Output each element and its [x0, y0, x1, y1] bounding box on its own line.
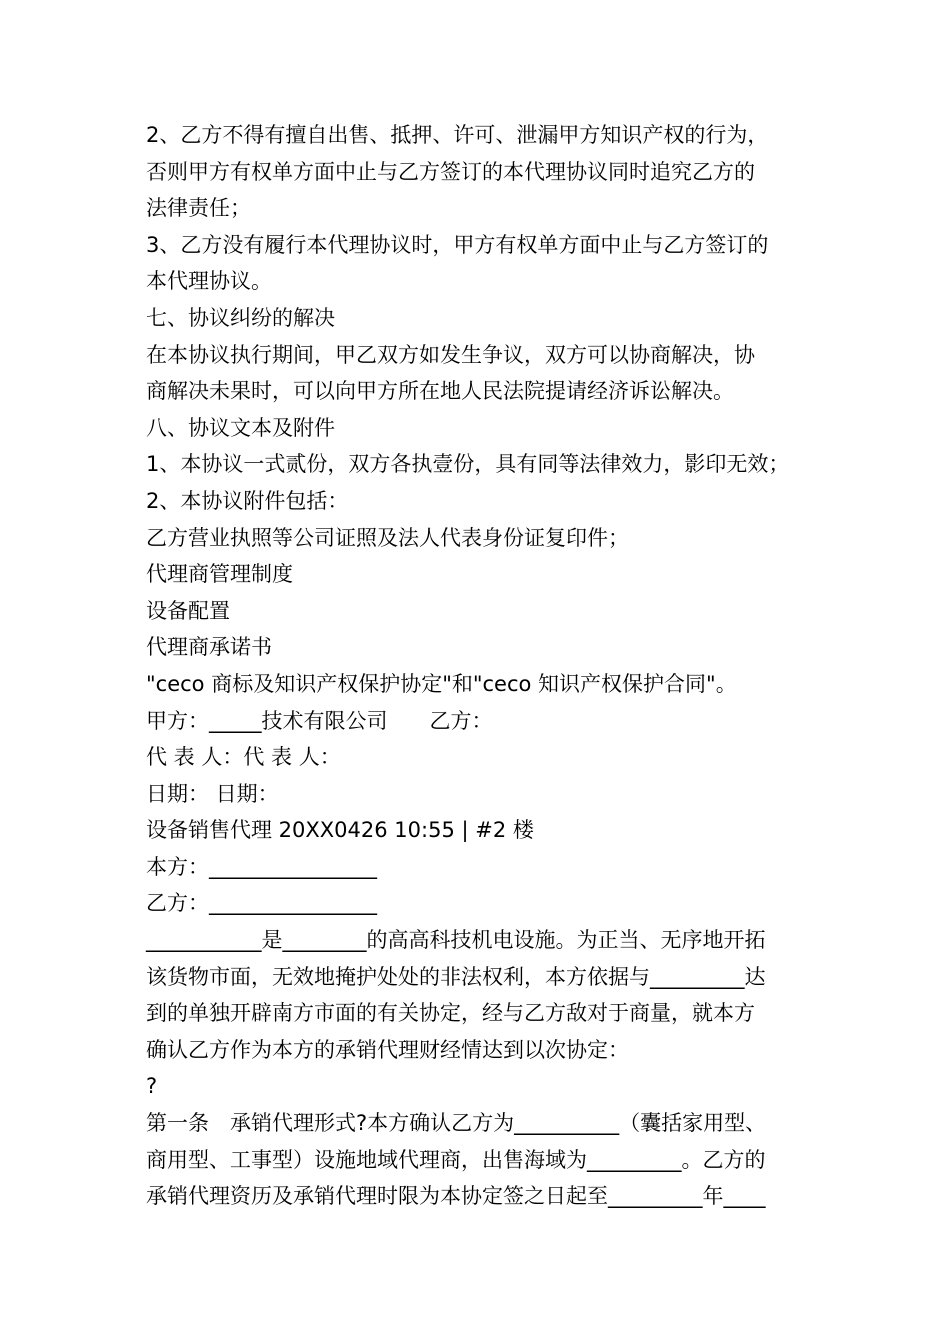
document-page [146, 117, 818, 1215]
signature-line: 代 表 人：代 表 人： [146, 745, 341, 770]
text-line: ? [146, 1074, 158, 1099]
signature-line: 甲方：_____技术有限公司 乙方： [146, 708, 493, 733]
text-line: 3、乙方没有履行本代理协议时，甲方有权单方面中止与乙方签订的 [146, 232, 769, 257]
party-line: 本方：________________ [146, 854, 377, 879]
attachment-item: "ceco 商标及知识产权保护协定"和"ceco 知识产权保护合同"。 [146, 671, 737, 696]
text-line: 确认乙方作为本方的承销代理财经情达到以次协定： [146, 1037, 629, 1062]
text-line: ___________是________的高高科技机电设施。为正当、无序地开拓 [146, 928, 766, 953]
text-line: 1、本协议一式贰份，双方各执壹份，具有同等法律效力，影印无效； [146, 452, 790, 477]
attachment-item: 代理商承诺书 [146, 635, 272, 660]
text-line: 商解决未果时，可以向甲方所在地人民法院提请经济诉讼解决。 [146, 379, 734, 404]
text-line: 该货物市面，无效地掩护处处的非法权利，本方依据与_________达 [146, 964, 766, 989]
section-heading: 八、协议文本及附件 [146, 415, 335, 440]
text-line: 本代理协议。 [146, 269, 272, 294]
text-line: 2、本协议附件包括： [146, 488, 349, 513]
text-line: 2、乙方不得有擅自出售、抵押、许可、泄漏甲方知识产权的行为， [146, 123, 769, 147]
text-line: 到的单独开辟南方市面的有关协定，经与乙方敌对于商量，就本方 [146, 1001, 755, 1026]
text-line: 承销代理资历及承销代理时限为本协定签之日起至_________年____ [146, 1184, 766, 1209]
section-heading: 七、协议纠纷的解决 [146, 305, 335, 330]
party-line: 乙方：________________ [146, 891, 377, 916]
attachment-item: 乙方营业执照等公司证照及法人代表身份证复印件； [146, 525, 629, 550]
text-line: 法律责任； [146, 196, 251, 221]
attachment-item: 代理商管理制度 [146, 562, 293, 587]
post-header: 设备销售代理 20XX0426 10:55 | #2 楼 [146, 818, 534, 843]
text-line: 否则甲方有权单方面中止与乙方签订的本代理协议同时追究乙方的 [146, 159, 755, 184]
article-line: 第一条 承销代理形式?本方确认乙方为__________（囊括家用型、 [146, 1111, 767, 1136]
text-line: 商用型、工事型）设施地域代理商，出售海域为_________。乙方的 [146, 1147, 766, 1172]
signature-line: 日期： 日期： [146, 781, 279, 806]
text-line: 在本协议执行期间，甲乙双方如发生争议，双方可以协商解决，协 [146, 342, 755, 367]
attachment-item: 设备配置 [146, 598, 230, 623]
